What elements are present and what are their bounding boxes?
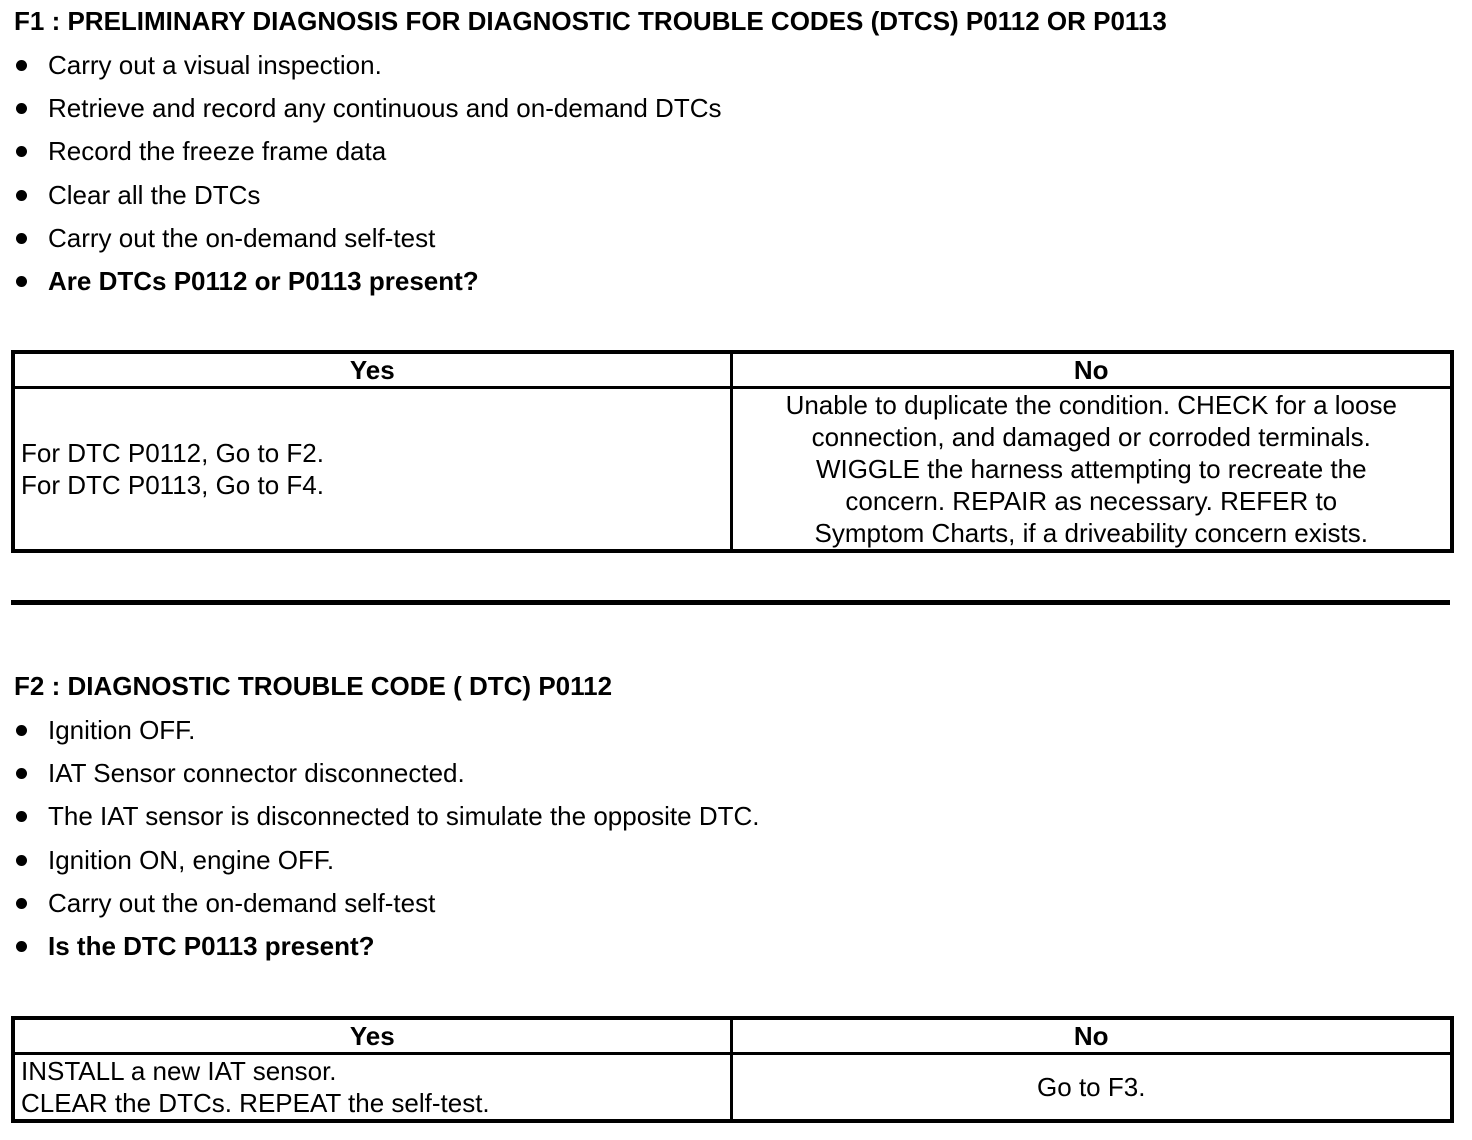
f1-step: Retrieve and record any continuous and on-demand DTCs: [14, 90, 722, 133]
yes-header: Yes: [13, 352, 731, 388]
bullet-icon: [16, 103, 27, 114]
f2-step: Carry out the on-demand self-test: [14, 885, 760, 928]
bullet-icon: [16, 60, 27, 71]
f1-question: Are DTCs P0112 or P0113 present?: [14, 263, 722, 306]
bullet-icon: [16, 768, 27, 779]
f1-step: Carry out the on-demand self-test: [14, 220, 722, 263]
section-divider: [11, 600, 1450, 605]
table-row: [13, 388, 1452, 552]
f2-step-list: [14, 712, 760, 971]
bullet-icon: [16, 146, 27, 157]
yes-cell: For DTC P0112, Go to F2. For DTC P0113, Go to F4.: [13, 388, 731, 552]
no-cell: Unable to duplicate the condition. CHECK for a loose connection, and damaged or corroded terminals. WIGGLE the harness attempting to recreate the concern. REPAIR as necessary. REFER to Symptom Charts, if a driveability concern exists.: [731, 388, 1452, 552]
f2-step: Ignition OFF.: [14, 712, 760, 755]
bullet-icon: [16, 725, 27, 736]
bullet-icon: [16, 898, 27, 909]
no-header: No: [731, 352, 1452, 388]
f1-step: Carry out a visual inspection.: [14, 47, 722, 90]
f2-step: The IAT sensor is disconnected to simulate the opposite DTC.: [14, 798, 760, 841]
f1-step: Record the freeze frame data: [14, 133, 722, 176]
f2-step: IAT Sensor connector disconnected.: [14, 755, 760, 798]
f1-step-list: [14, 47, 722, 306]
bullet-icon: [16, 233, 27, 244]
yes-cell: INSTALL a new IAT sensor. CLEAR the DTCs. REPEAT the self-test.: [13, 1054, 731, 1122]
f2-question: Is the DTC P0113 present?: [14, 928, 760, 971]
f1-result-table: [11, 350, 1454, 553]
f1-heading: F1 : PRELIMINARY DIAGNOSIS FOR DIAGNOSTIC TROUBLE CODES (DTCS) P0112 OR P0113: [14, 6, 1167, 36]
bullet-icon: [16, 811, 27, 822]
yes-header: Yes: [13, 1018, 731, 1054]
table-header-row: [13, 1018, 1452, 1054]
f2-step: Ignition ON, engine OFF.: [14, 842, 760, 885]
bullet-icon: [16, 941, 27, 952]
no-cell: Go to F3.: [731, 1054, 1452, 1122]
bullet-icon: [16, 276, 27, 287]
f1-step: Clear all the DTCs: [14, 177, 722, 220]
table-row: [13, 1054, 1452, 1122]
table-header-row: [13, 352, 1452, 388]
no-header: No: [731, 1018, 1452, 1054]
bullet-icon: [16, 190, 27, 201]
f2-result-table: [11, 1016, 1454, 1123]
f2-heading: F2 : DIAGNOSTIC TROUBLE CODE ( DTC) P0112: [14, 671, 613, 701]
bullet-icon: [16, 855, 27, 866]
